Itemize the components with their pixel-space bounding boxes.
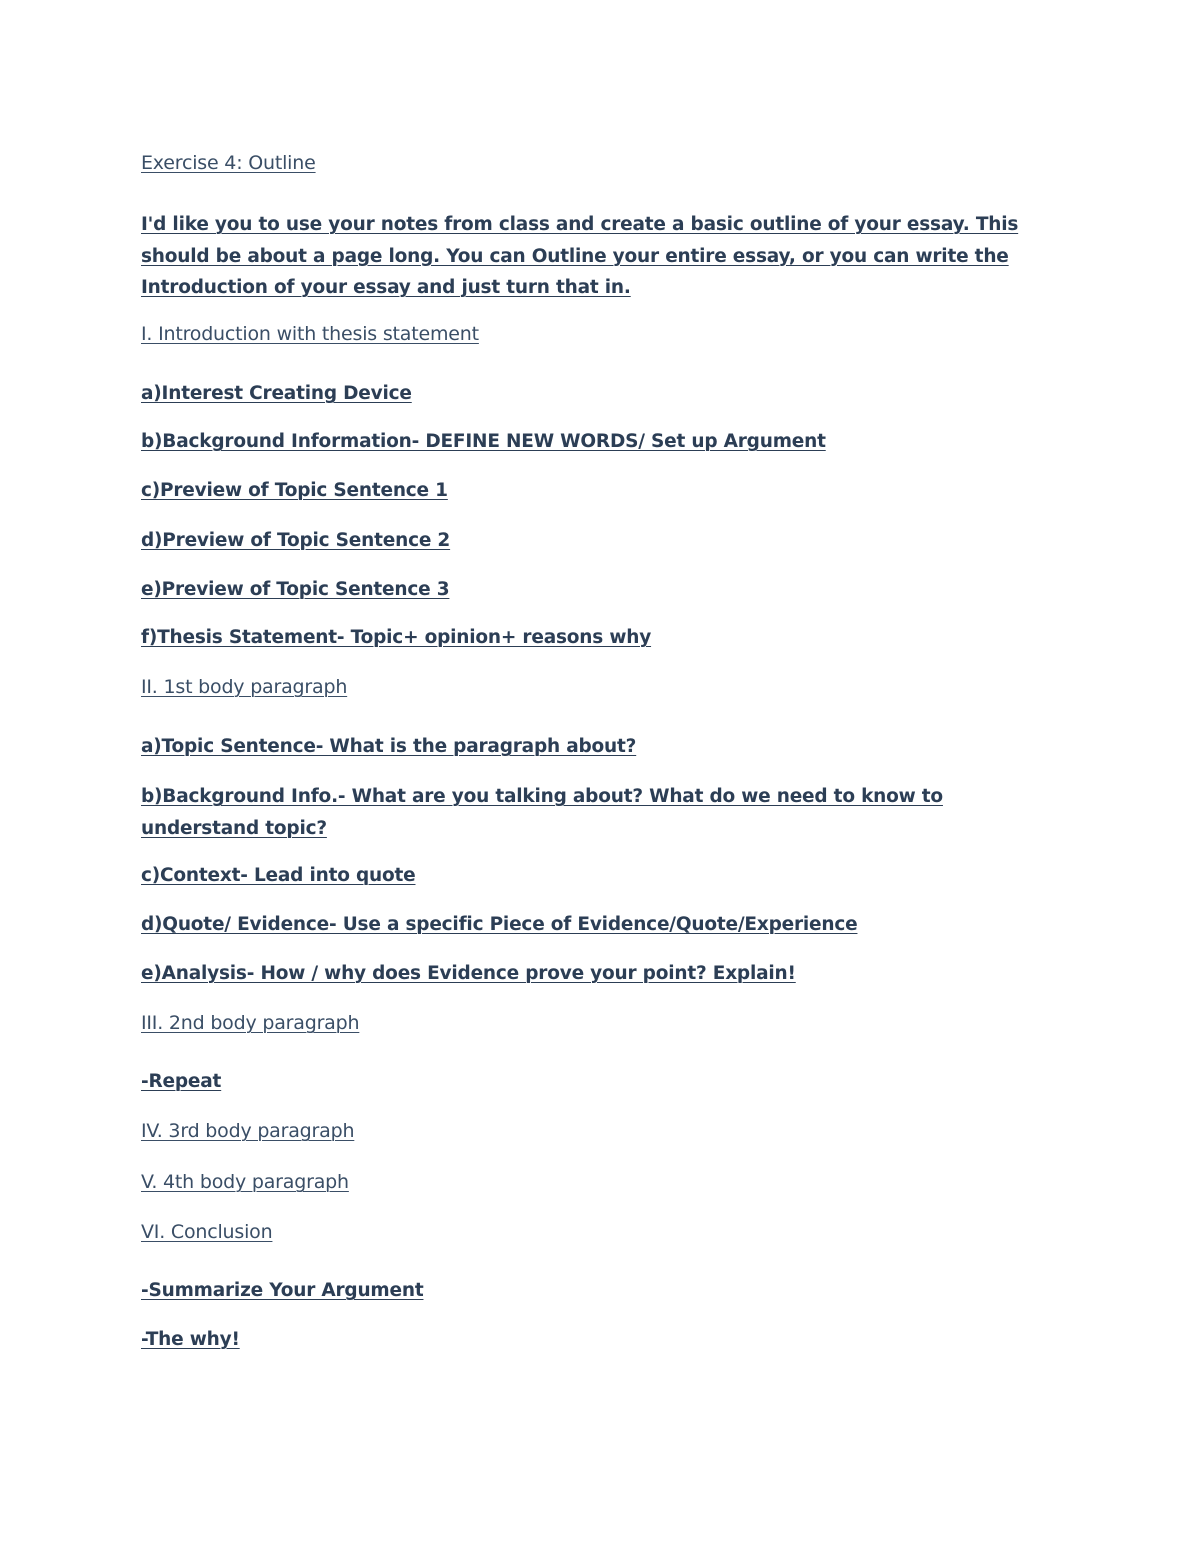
outline-item: c)Preview of Topic Sentence 1 bbox=[141, 480, 448, 501]
outline-item: c)Context- Lead into quote bbox=[141, 865, 416, 886]
outline-item: a)Interest Creating Device bbox=[141, 383, 412, 404]
section-heading-body-4: V. 4th body paragraph bbox=[141, 1171, 349, 1193]
section-heading-introduction: I. Introduction with thesis statement bbox=[141, 323, 479, 345]
outline-item: b)Background Info.- What are you talking about? What do we need to know to understand topic? bbox=[141, 786, 943, 839]
outline-item: a)Topic Sentence- What is the paragraph about? bbox=[141, 736, 637, 757]
page-title: Exercise 4: Outline bbox=[141, 152, 316, 174]
outline-item: -Repeat bbox=[141, 1071, 222, 1092]
outline-item: e)Analysis- How / why does Evidence prove your point? Explain! bbox=[141, 963, 796, 984]
outline-item: e)Preview of Topic Sentence 3 bbox=[141, 579, 450, 600]
instructions-paragraph: I'd like you to use your notes from class and create a basic outline of your essay. This should be about a page long. You can Outline your entire essay, or you can write the Introduction of your essay and just turn that in. bbox=[141, 214, 1019, 298]
section-heading-body-2: III. 2nd body paragraph bbox=[141, 1012, 360, 1034]
outline-item: d)Quote/ Evidence- Use a specific Piece of Evidence/Quote/Experience bbox=[141, 914, 858, 935]
outline-item: d)Preview of Topic Sentence 2 bbox=[141, 530, 451, 551]
section-heading-conclusion: VI. Conclusion bbox=[141, 1221, 273, 1243]
section-heading-body-3: IV. 3rd body paragraph bbox=[141, 1120, 355, 1142]
section-heading-body-1: II. 1st body paragraph bbox=[141, 676, 348, 698]
outline-item: -Summarize Your Argument bbox=[141, 1280, 424, 1301]
outline-item: b)Background Information- DEFINE NEW WORDS/ Set up Argument bbox=[141, 431, 826, 452]
outline-item: f)Thesis Statement- Topic+ opinion+ reasons why bbox=[141, 627, 652, 648]
outline-item: -The why! bbox=[141, 1329, 240, 1350]
